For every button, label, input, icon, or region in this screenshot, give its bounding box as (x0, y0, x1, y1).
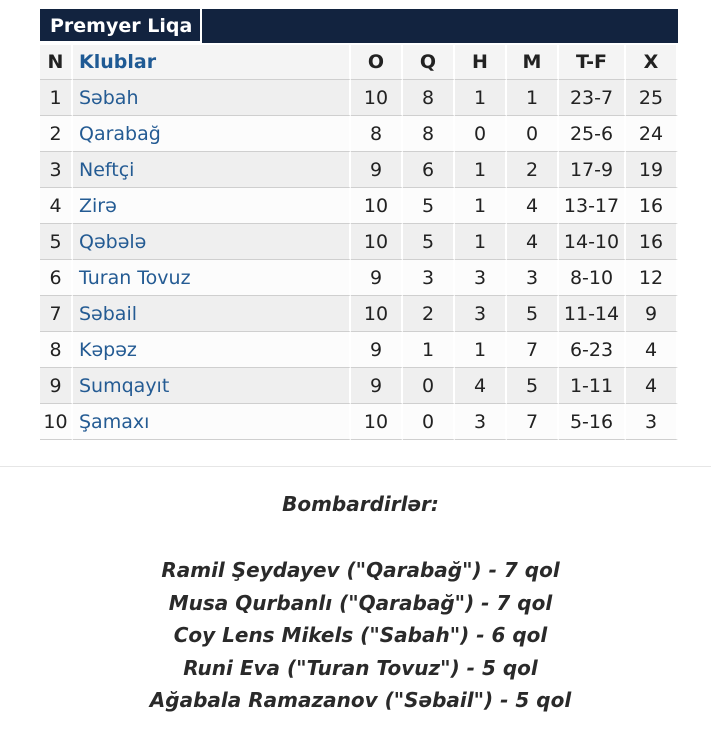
column-header-n: N (40, 45, 73, 80)
club-link[interactable]: Kəpəz (73, 332, 351, 368)
played-cell: 9 (351, 152, 403, 188)
losses-cell: 5 (507, 296, 559, 332)
club-link[interactable]: Qarabağ (73, 116, 351, 152)
goals-cell: 1-11 (559, 368, 626, 404)
played-cell: 10 (351, 80, 403, 116)
losses-cell: 1 (507, 80, 559, 116)
points-cell: 19 (626, 152, 678, 188)
wins-cell: 0 (403, 368, 455, 404)
scorer-line: Ağabala Ramazanov ("Səbail") - 5 qol (149, 688, 572, 712)
draws-cell: 1 (455, 332, 507, 368)
goals-cell: 17-9 (559, 152, 626, 188)
played-cell: 9 (351, 368, 403, 404)
points-cell: 16 (626, 224, 678, 260)
wins-cell: 8 (403, 80, 455, 116)
standings-table (40, 45, 678, 440)
row-position: 10 (40, 404, 73, 440)
played-cell: 10 (351, 188, 403, 224)
points-cell: 24 (626, 116, 678, 152)
wins-cell: 1 (403, 332, 455, 368)
table-row (40, 332, 678, 368)
losses-cell: 7 (507, 332, 559, 368)
wins-cell: 3 (403, 260, 455, 296)
scorer-line: Coy Lens Mikels ("Sabah") - 6 qol (173, 623, 548, 647)
points-cell: 25 (626, 80, 678, 116)
points-cell: 12 (626, 260, 678, 296)
losses-cell: 0 (507, 116, 559, 152)
draws-cell: 3 (455, 404, 507, 440)
played-cell: 10 (351, 296, 403, 332)
club-link[interactable]: Zirə (73, 188, 351, 224)
row-position: 9 (40, 368, 73, 404)
played-cell: 8 (351, 116, 403, 152)
losses-cell: 4 (507, 188, 559, 224)
scorer-line: Ramil Şeydayev ("Qarabağ") - 7 qol (161, 558, 560, 582)
column-header-tf: T-F (559, 45, 626, 80)
standings-header-row (40, 45, 678, 80)
losses-cell: 7 (507, 404, 559, 440)
club-link[interactable]: Neftçi (73, 152, 351, 188)
played-cell: 10 (351, 224, 403, 260)
draws-cell: 1 (455, 80, 507, 116)
losses-cell: 2 (507, 152, 559, 188)
draws-cell: 1 (455, 152, 507, 188)
losses-cell: 5 (507, 368, 559, 404)
league-header (40, 9, 678, 43)
points-cell: 4 (626, 332, 678, 368)
goals-cell: 25-6 (559, 116, 626, 152)
goals-cell: 5-16 (559, 404, 626, 440)
draws-cell: 3 (455, 260, 507, 296)
wins-cell: 2 (403, 296, 455, 332)
goals-cell: 23-7 (559, 80, 626, 116)
club-link[interactable]: Qəbələ (73, 224, 351, 260)
table-row (40, 80, 678, 116)
club-link[interactable]: Sumqayıt (73, 368, 351, 404)
column-header-m: M (507, 45, 559, 80)
row-position: 2 (40, 116, 73, 152)
row-position: 5 (40, 224, 73, 260)
club-link[interactable]: Səbah (73, 80, 351, 116)
league-table-widget (40, 9, 678, 440)
points-cell: 3 (626, 404, 678, 440)
losses-cell: 3 (507, 260, 559, 296)
row-position: 1 (40, 80, 73, 116)
draws-cell: 1 (455, 224, 507, 260)
goals-cell: 14-10 (559, 224, 626, 260)
table-row (40, 224, 678, 260)
row-position: 6 (40, 260, 73, 296)
points-cell: 4 (626, 368, 678, 404)
points-cell: 16 (626, 188, 678, 224)
table-row (40, 296, 678, 332)
goals-cell: 6-23 (559, 332, 626, 368)
club-link[interactable]: Səbail (73, 296, 351, 332)
played-cell: 9 (351, 260, 403, 296)
losses-cell: 4 (507, 224, 559, 260)
column-header-q: Q (403, 45, 455, 80)
scorer-line: Runi Eva ("Turan Tovuz") - 5 qol (183, 655, 538, 680)
wins-cell: 0 (403, 404, 455, 440)
scorers-list (0, 554, 711, 717)
draws-cell: 3 (455, 296, 507, 332)
table-row (40, 404, 678, 440)
table-row (40, 260, 678, 296)
goals-cell: 11-14 (559, 296, 626, 332)
row-position: 7 (40, 296, 73, 332)
column-header-x: X (626, 45, 678, 80)
wins-cell: 5 (403, 188, 455, 224)
played-cell: 9 (351, 332, 403, 368)
draws-cell: 4 (455, 368, 507, 404)
row-position: 8 (40, 332, 73, 368)
wins-cell: 6 (403, 152, 455, 188)
club-link[interactable]: Şamaxı (73, 404, 351, 440)
column-header-o: O (351, 45, 403, 80)
column-header-club: Klublar (73, 45, 351, 80)
table-row (40, 188, 678, 224)
row-position: 4 (40, 188, 73, 224)
row-position: 3 (40, 152, 73, 188)
played-cell: 10 (351, 404, 403, 440)
scorer-line: Musa Qurbanlı ("Qarabağ") - 7 qol (168, 590, 553, 615)
scorers-section (0, 488, 711, 717)
draws-cell: 0 (455, 116, 507, 152)
scorers-title: Bombardirlər: (282, 492, 439, 516)
table-row (40, 152, 678, 188)
goals-cell: 13-17 (559, 188, 626, 224)
section-divider (0, 466, 711, 467)
points-cell: 9 (626, 296, 678, 332)
goals-cell: 8-10 (559, 260, 626, 296)
league-title-tab[interactable]: Premyer Liqa (40, 9, 202, 43)
table-row (40, 116, 678, 152)
column-header-h: H (455, 45, 507, 80)
wins-cell: 8 (403, 116, 455, 152)
wins-cell: 5 (403, 224, 455, 260)
table-row (40, 368, 678, 404)
draws-cell: 1 (455, 188, 507, 224)
club-link[interactable]: Turan Tovuz (73, 260, 351, 296)
